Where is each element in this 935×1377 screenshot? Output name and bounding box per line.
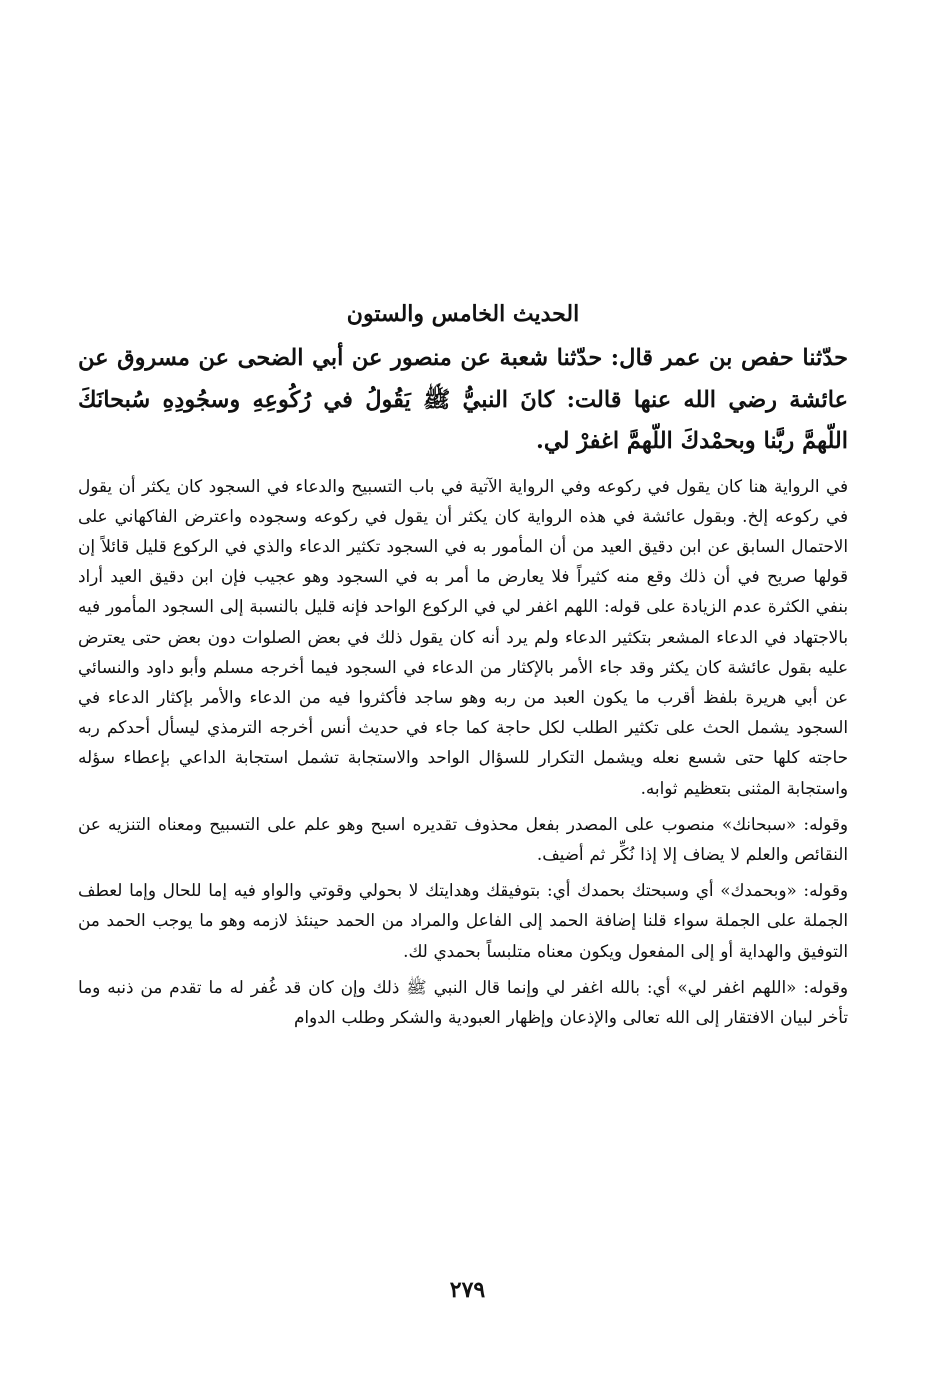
- page-number: ٢٧٩: [449, 1277, 486, 1303]
- commentary-paragraph-1: في الرواية هنا كان يقول في ركوعه وفي الرواية الآتية في باب التسبيح والدعاء في السجود كان يكثر أن يقول في ركوعه إلخ. وبقول عائشة في هذه الرواية كان يكثر أن يقول في ركوعه وسجوده واعترض الفاكهاني على الاحتمال السابق عن ابن دقيق العيد من أن المأمور به في السجود تكثير الدعاء والذي في الركوع قليل قائلاً إن قولها صريح في أن ذلك وقع منه كثيراً فلا يعارض ما أمر به في السجود وهو عجيب فإن ابن دقيق العيد أراد بنفي الكثرة عدم الزيادة على قوله: اللهم اغفر لي في الركوع الواحد فإنه قليل بالنسبة إلى السجود المأمور فيه بالاجتهاد في الدعاء المشعر بتكثير الدعاء ولم يرد أنه كان يقول ذلك في بعض الصلوات دون بعض حتى يعترض عليه بقول عائشة كان يكثر وقد جاء الأمر بالإكثار من الدعاء في السجود فيما أخرجه مسلم وأبو داود والنسائي عن أبي هريرة بلفظ أقرب ما يكون العبد من ربه وهو ساجد فأكثروا فيه من الدعاء والأمر بإكثار الدعاء في السجود يشمل الحث على تكثير الطلب لكل حاجة كما جاء في حديث أنس أخرجه الترمذي ليسأل أحدكم ربه حاجته كلها حتى شسع نعله ويشمل التكرار للسؤال الواحد والاستجابة تشمل استجابة الداعي بإعطاء سؤله واستجابة المثنى بتعظيم ثوابه.: [78, 475, 848, 798]
- page-body: [78, 296, 848, 1038]
- hadith-text: حدّثنا حفص بن عمر قال: حدّثنا شعبة عن منصور عن أبي الضحى عن مسروق عن عائشة رضي الله عنها قالت: كانَ النبيُّ ﷺ يَقُولُ في رُكُوعِهِ وسجُودِهِ سُبحانَكَ اللّهمَّ ربَّنا وبحمْدكَ اللّهمَّ اغفرْ لي.: [78, 345, 848, 454]
- commentary-paragraph-3: وقوله: «وبحمدك» أي وسبحتك بحمدك أي: بتوفيقك وهدايتك لا بحولي وقوتي والواو فيه إما للحال وإما لعطف الجملة على الجملة سواء قلنا إضافة الحمد إلى الفاعل والمراد من الحمد حينئذ لازمه وهو ما يوجب الحمد من التوفيق والهداية أو إلى المفعول ويكون معناه متلبساً بحمدي لك.: [78, 880, 848, 961]
- commentary-paragraph-4: وقوله: «اللهم اغفر لي» أي: بالله اغفر لي وإنما قال النبي ﷺ ذلك وإن كان قد غُفر له ما تقدم من ذنبه وما تأخر لبيان الافتقار إلى الله تعالى والإذعان وإظهار العبودية والشكر وطلب الدوام: [78, 976, 848, 1027]
- commentary-paragraph-2: وقوله: «سبحانك» منصوب على المصدر بفعل محذوف تقديره اسبح وهو علم على التسبيح ومعناه التنزيه عن النقائص والعلم لا يضاف إلا إذا نُكِّر ثم أضيف.: [78, 813, 848, 864]
- hadith-title: الحديث الخامس والستون: [346, 301, 580, 327]
